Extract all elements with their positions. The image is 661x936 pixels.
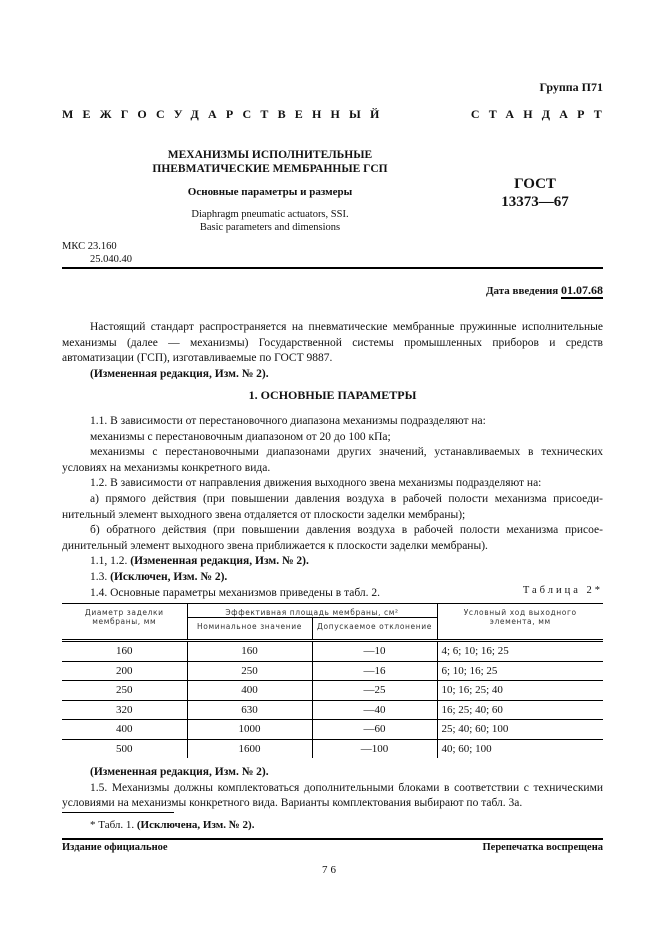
header-interstate: МЕЖГОСУДАРСТВЕННЫЙ: [62, 107, 389, 121]
excluded-note: (Исключен, Изм. № 2).: [110, 570, 228, 583]
paragraph-1-1-1-2: 1.1, 1.2. (Измененная редакция, Изм. № 2).: [90, 555, 309, 568]
subtitle: Основные параметры и размеры: [187, 186, 353, 198]
footnote-rule: [62, 812, 174, 813]
gost-number: 13373—67: [501, 194, 569, 210]
intro-paragraph: Настоящий стандарт распространяется на пневматические мембранные пружинные исполнительные механизмы (далее — механизмы) Государственной системы промышленных приборов и средств автоматизации (ГСП), изготавливаемые по ГОСТ 9887.: [62, 321, 603, 365]
paragraph-1-4: 1.4. Основные параметры механизмов приведены в табл. 2.: [90, 586, 381, 599]
section-heading: 1. ОСНОВНЫЕ ПАРАМЕТРЫ: [248, 388, 417, 402]
title-line-2: ПНЕВМАТИЧЕСКИЕ МЕМБРАННЫЕ ГСП: [152, 163, 388, 175]
cell-stroke: 10; 16; 25; 40: [437, 681, 603, 701]
date-value: 01.07.68: [561, 283, 603, 297]
table-amendment-note: (Измененная редакция, Изм. № 2).: [90, 766, 269, 778]
cell-nominal-area: 250: [187, 661, 312, 681]
cell-diameter: 160: [62, 641, 187, 662]
cell-nominal-area: 1000: [187, 720, 312, 740]
mks-code-1: 23.160: [87, 241, 117, 252]
amendment-note: (Измененная редакция, Изм. № 2).: [130, 555, 309, 568]
paragraph: механизмы с перестановочными диапазонами других значений, устанавливаемых в технических условиях на механизмы конкретного вида.: [62, 446, 603, 474]
cell-stroke: 4; 6; 10; 16; 25: [437, 641, 603, 662]
col-header-nominal: Номинальное значение: [187, 618, 312, 641]
table-row: [62, 661, 603, 681]
table-caption: Таблица 2*: [522, 585, 603, 596]
paragraph: а) прямого действия (при повышении давления воздуха в рабочей полости механизма присоединительный элемент выходного звена отдаляется от плоскости заделки мембраны);: [62, 492, 603, 521]
gost-designation: [480, 175, 590, 211]
group-label: Группа П71: [539, 80, 603, 94]
cell-tolerance: —25: [312, 681, 437, 701]
cell-nominal-area: 630: [187, 700, 312, 720]
intro-note: (Измененная редакция, Изм. № 2).: [90, 367, 269, 380]
paragraph-1-5: 1.5. Механизмы должны комплектоваться дополнительными блоками в соответствии с техническими условиями на механизмы конкретного вида. Варианты комплектования выбирают по табл. 3а.: [62, 781, 603, 810]
english-title-2: Basic parameters and dimensions: [199, 222, 341, 233]
col-header-effective-area: Эффективная площадь мембраны, см²: [187, 604, 437, 618]
gost-label: ГОСТ: [514, 176, 556, 192]
cell-tolerance: —100: [312, 739, 437, 758]
cell-stroke: 6; 10; 16; 25: [437, 661, 603, 681]
paragraph: 1.1. В зависимости от перестановочного диапазона механизмы подразделяют на:: [90, 415, 486, 427]
cell-stroke: 40; 60; 100: [437, 739, 603, 758]
cell-tolerance: —16: [312, 661, 437, 681]
cell-tolerance: —10: [312, 641, 437, 662]
footnote: * Табл. 1. (Исключена, Изм. № 2).: [90, 819, 255, 831]
cell-stroke: 16; 25; 40; 60: [437, 700, 603, 720]
page-number: 76: [322, 864, 339, 876]
table-row: [62, 720, 603, 740]
cell-diameter: 500: [116, 742, 133, 755]
cell-diameter: 400: [62, 720, 187, 740]
header-rule: [62, 267, 603, 269]
mks-code-2: 25.040.40: [90, 254, 132, 265]
english-title-1: Diaphragm pneumatic actuators, SSI.: [191, 209, 349, 220]
table-row: [62, 641, 603, 662]
table-row: [62, 700, 603, 720]
cell-nominal-area: 400: [187, 681, 312, 701]
cell-diameter: 250: [62, 681, 187, 701]
paragraph: б) обратного действия (при повышении давления воздуха в рабочей полости механизма присоединительный элемент выходного звена приближается к плоскости заделки мембраны).: [62, 524, 603, 552]
cell-tolerance: —40: [312, 700, 437, 720]
introduction-date: [486, 283, 603, 298]
footer-rule: [62, 838, 603, 840]
header-standard: СТАНДАРТ: [470, 107, 611, 121]
table-row: [62, 681, 603, 701]
table-row: [62, 739, 603, 758]
cell-diameter: 200: [62, 661, 187, 681]
footer-reprint-prohibited: Перепечатка воспрещена: [482, 842, 603, 853]
paragraph: механизмы с перестановочным диапазоном от 20 до 100 кПа;: [90, 430, 391, 443]
cell-diameter: 320: [62, 700, 187, 720]
col-header-diameter: Диаметр заделки мембраны, мм: [62, 604, 187, 641]
paragraph: 1.2. В зависимости от направления движения выходного звена механизмы подразделяют на:: [90, 477, 542, 490]
cell-stroke: 25; 40; 60; 100: [437, 720, 603, 740]
cell-nominal-area: 160: [187, 641, 312, 662]
paragraph-1-3: 1.3. (Исключен, Изм. № 2).: [90, 570, 228, 583]
cell-nominal-area: 1600: [187, 739, 312, 758]
col-header-tolerance: Допускаемое отклонение: [312, 618, 437, 641]
title-block: [130, 148, 410, 234]
mks-codes: [62, 240, 132, 266]
footer-official-edition: Издание официальное: [62, 842, 168, 853]
section1-body: [62, 414, 603, 601]
intro-section: [62, 320, 603, 382]
title-line-1: МЕХАНИЗМЫ ИСПОЛНИТЕЛЬНЫЕ: [167, 149, 373, 161]
col-header-stroke: Условный ход выходного элемента, мм: [437, 604, 603, 641]
mks-label: МКС: [62, 241, 86, 252]
cell-tolerance: —60: [312, 720, 437, 740]
parameters-table: [62, 603, 603, 758]
date-label: Дата введения: [485, 285, 559, 297]
section1-continued: [62, 765, 603, 812]
